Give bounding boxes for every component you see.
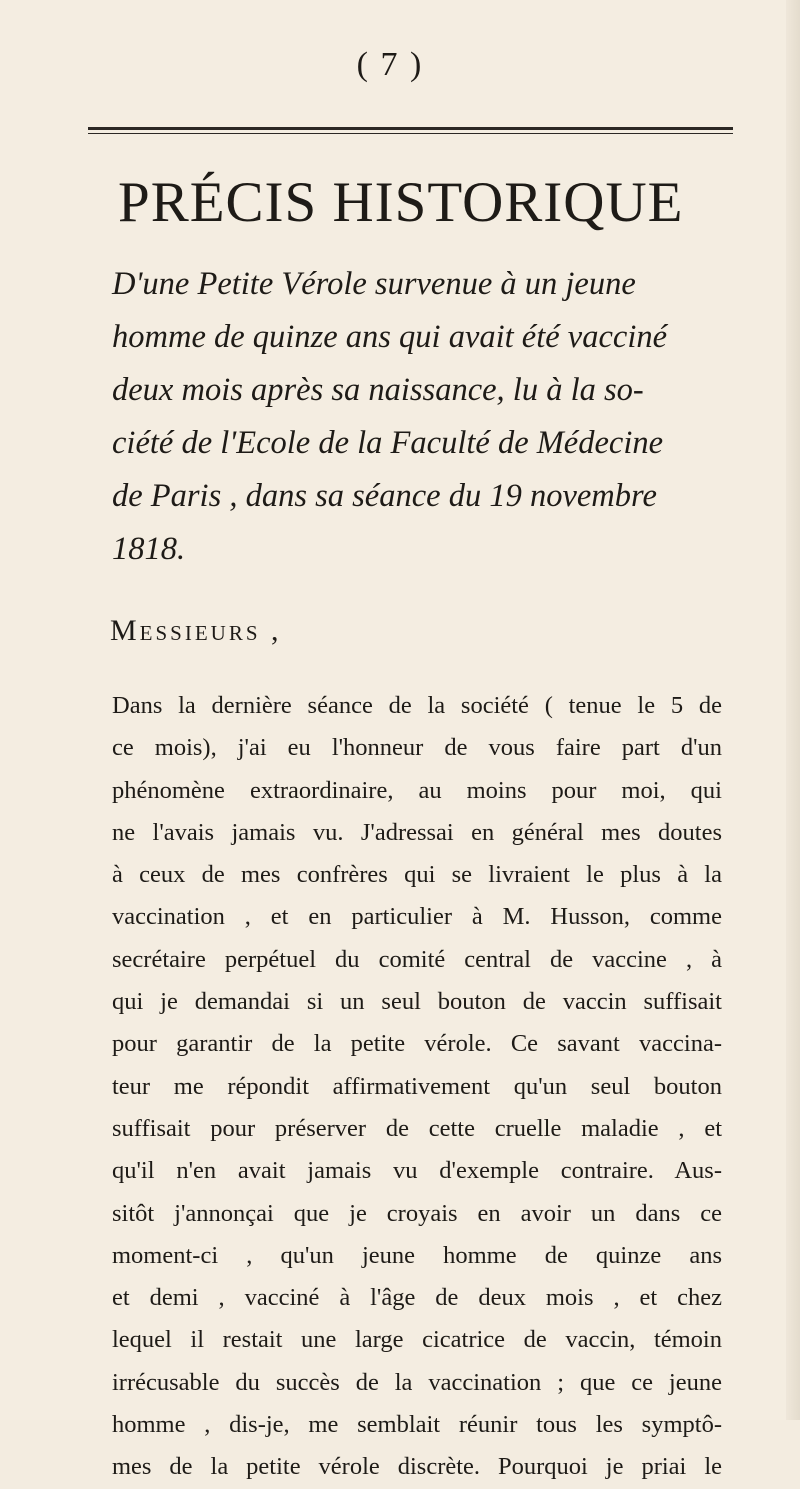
body-line: teur me répondit affirmativement qu'un seul bouton bbox=[112, 1072, 722, 1100]
header-rule bbox=[88, 127, 733, 130]
page-number: ( 7 ) bbox=[356, 46, 424, 83]
salutation: Messieurs , bbox=[110, 614, 282, 647]
page-title: PRÉCIS HISTORIQUE bbox=[118, 171, 684, 234]
body-line: sitôt j'annonçai que je croyais en avoir un dans ce bbox=[112, 1199, 722, 1227]
body-line: et demi , vacciné à l'âge de deux mois , et chez bbox=[112, 1284, 722, 1312]
subtitle-line: homme de quinze ans qui avait été vacciné bbox=[112, 319, 668, 355]
body-line: à ceux de mes confrères qui se livraient le plus à la bbox=[112, 861, 722, 889]
body-line: phénomène extraordinaire, au moins pour moi, qui bbox=[112, 776, 722, 804]
subtitle bbox=[112, 258, 722, 576]
body-line: homme , dis-je, me semblait réunir tous les symptô- bbox=[112, 1411, 722, 1439]
body-line: lequel il restait une large cicatrice de vaccin, témoin bbox=[112, 1326, 722, 1354]
body-line: vaccination , et en particulier à M. Husson, comme bbox=[112, 903, 722, 931]
body-line: ce mois), j'ai eu l'honneur de vous faire part d'un bbox=[112, 734, 722, 762]
body-line: qui je demandai si un seul bouton de vaccin suffisait bbox=[112, 988, 722, 1016]
body-line: Dans la dernière séance de la société ( tenue le 5 de bbox=[112, 692, 722, 719]
body-line: pour garantir de la petite vérole. Ce savant vaccina- bbox=[112, 1030, 722, 1058]
body-paragraph bbox=[112, 685, 722, 1489]
page-edge-shadow bbox=[786, 0, 800, 1420]
body-line: suffisait pour préserver de cette cruelle maladie , et bbox=[112, 1114, 722, 1142]
subtitle-line: D'une Petite Vérole survenue à un jeune bbox=[112, 266, 636, 302]
subtitle-line: de Paris , dans sa séance du 19 novembre bbox=[112, 478, 657, 514]
subtitle-line: ciété de l'Ecole de la Faculté de Médecine bbox=[112, 425, 664, 461]
body-line: secrétaire perpétuel du comité central de vaccine , à bbox=[112, 945, 722, 973]
subtitle-line: deux mois après sa naissance, lu à la so- bbox=[112, 372, 644, 408]
body-line: moment-ci , qu'un jeune homme de quinze ans bbox=[112, 1241, 722, 1269]
body-line: irrécusable du succès de la vaccination ; que ce jeune bbox=[112, 1368, 722, 1396]
body-line: mes de la petite vérole discrète. Pourquoi je priai le bbox=[112, 1453, 722, 1481]
body-line: ne l'avais jamais vu. J'adressai en général mes doutes bbox=[112, 818, 722, 846]
body-line: qu'il n'en avait jamais vu d'exemple contraire. Aus- bbox=[112, 1157, 722, 1185]
subtitle-line: 1818. bbox=[112, 531, 186, 567]
